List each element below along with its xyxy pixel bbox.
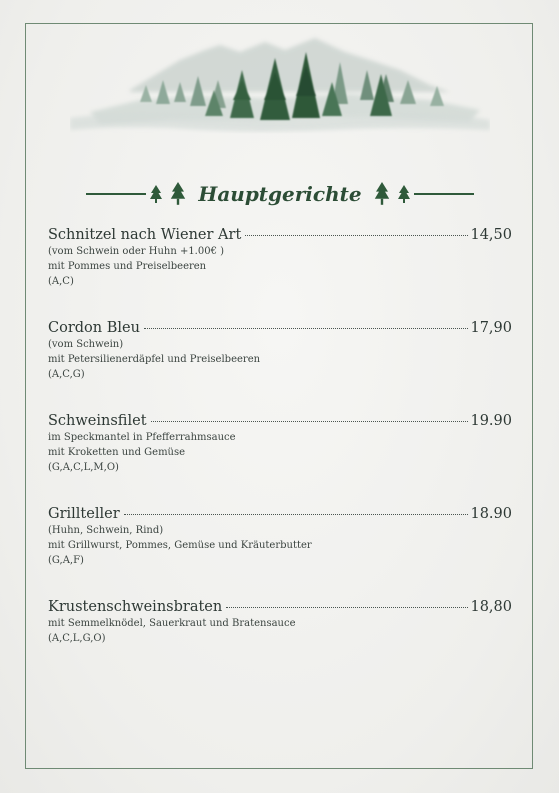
dot-leader	[124, 514, 469, 515]
watercolor-forest-illustration	[70, 30, 490, 140]
dish-price: 18,80	[470, 599, 512, 615]
dish-price: 17,90	[470, 320, 512, 336]
allergen-codes: (A,C,G)	[48, 369, 85, 380]
allergen-codes: (A,C)	[48, 276, 74, 287]
dish-name: Schweinsfilet	[48, 413, 147, 429]
dish-price: 14,50	[470, 227, 512, 243]
dish-description: (vom Schwein)	[48, 339, 124, 350]
dish-item	[48, 505, 512, 568]
dish-header	[48, 505, 512, 523]
section-heading	[85, 178, 475, 210]
allergen-codes: (G,A,F)	[48, 555, 84, 566]
dish-item	[48, 226, 512, 289]
left-rule	[86, 193, 146, 195]
dot-leader	[226, 607, 468, 608]
dish-name: Schnitzel nach Wiener Art	[48, 227, 242, 243]
dish-list	[48, 226, 512, 676]
section-title: Hauptgerichte	[198, 182, 362, 206]
tree-icon	[373, 182, 391, 206]
dish-header	[48, 412, 512, 430]
small-tree-icon	[397, 184, 411, 204]
dot-leader	[151, 421, 469, 422]
dish-description: mit Grillwurst, Pommes, Gemüse und Kräuterbutter	[48, 540, 312, 551]
dish-header	[48, 226, 512, 244]
dot-leader	[245, 235, 468, 236]
dish-name: Grillteller	[48, 506, 120, 522]
dish-item	[48, 412, 512, 475]
dish-item	[48, 598, 512, 646]
small-tree-icon	[149, 184, 163, 204]
dish-name: Krustenschweinsbraten	[48, 599, 223, 615]
dish-description: mit Petersilienerdäpfel und Preiselbeeren	[48, 354, 261, 365]
dish-header	[48, 319, 512, 337]
dish-description: mit Semmelknödel, Sauerkraut und Bratensauce	[48, 618, 296, 629]
dish-description: (vom Schwein oder Huhn +1.00€ )	[48, 246, 225, 257]
dish-description: im Speckmantel in Pfefferrahmsauce	[48, 432, 236, 443]
dish-price: 19.90	[470, 413, 512, 429]
allergen-codes: (G,A,C,L,M,O)	[48, 462, 119, 473]
tree-icon	[169, 182, 187, 206]
dish-description: (Huhn, Schwein, Rind)	[48, 525, 164, 536]
dish-name: Cordon Bleu	[48, 320, 140, 336]
allergen-codes: (A,C,L,G,O)	[48, 633, 106, 644]
dish-description: mit Pommes und Preiselbeeren	[48, 261, 207, 272]
dish-item	[48, 319, 512, 382]
dot-leader	[144, 328, 469, 329]
dish-description: mit Kroketten und Gemüse	[48, 447, 186, 458]
right-rule	[414, 193, 474, 195]
dish-price: 18.90	[470, 506, 512, 522]
dish-header	[48, 598, 512, 616]
